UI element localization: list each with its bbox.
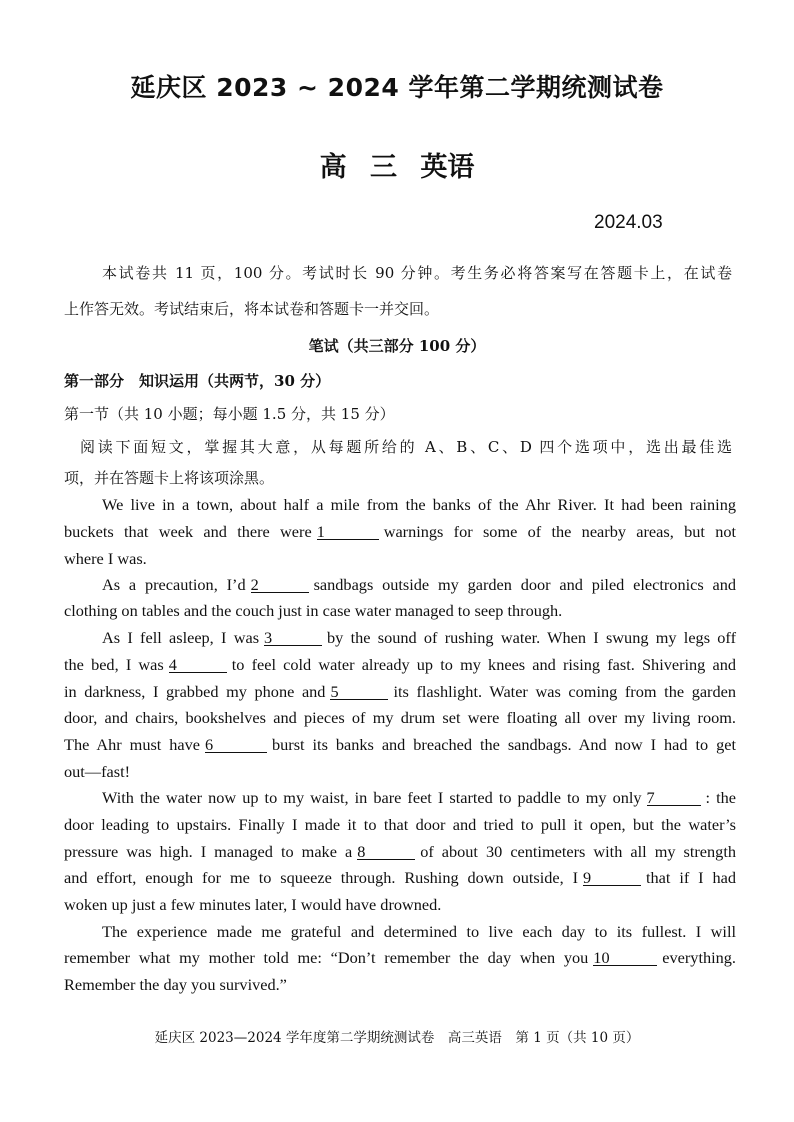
passage-line: door leading to upstairs. Finally I made it to that door and tried to pull it open, but the water’s xyxy=(64,815,736,834)
passage-line xyxy=(64,735,736,755)
instructions-line-1: 本试卷共 11 页，100 分。考试时长 90 分钟。考生务必将答案写在答题卡上，在试卷 xyxy=(102,264,732,282)
passage-text: and effort, enough for me to squeeze through. Rushing down outside, I xyxy=(64,868,579,887)
page-footer: 延庆区 2023—2024 学年度第二学期统测试卷 高三英语 第 1 页（共 10 页） xyxy=(154,1030,640,1046)
passage-line xyxy=(102,575,736,595)
instructions-line-2: 上作答无效。考试结束后，将本试卷和答题卡一并交回。 xyxy=(64,300,440,318)
passage-text: in darkness, I grabbed my phone and xyxy=(64,682,326,701)
passage-text: pressure was high. I managed to make a xyxy=(64,842,353,861)
passage-text: burst its banks and breached the sandbags. And now I had to get xyxy=(272,735,737,754)
passage-line xyxy=(102,788,736,808)
passage-text: sandbags outside my garden door and piled electronics and xyxy=(313,575,737,594)
blank-3: 3 xyxy=(264,630,322,646)
blank-9: 9 xyxy=(583,870,641,886)
section-one-heading: 第一节（共 10 小题；每小题 1.5 分，共 15 分） xyxy=(64,405,395,423)
passage-line: woken up just a few minutes later, I would have drowned. xyxy=(64,895,442,914)
passage-text: buckets that week and there were xyxy=(64,522,312,541)
passage-line xyxy=(64,655,736,675)
passage-line: The experience made me grateful and determined to live each day to its fullest. I will xyxy=(102,922,736,941)
passage-line: clothing on tables and the couch just in case water managed to seep through. xyxy=(64,601,563,620)
exam-title: 延庆区 2023 ~ 2024 学年第二学期统测试卷 xyxy=(130,73,664,102)
passage-text: remember what my mother told me: “Don’t remember the day when you xyxy=(64,948,589,967)
exam-date: 2024.03 xyxy=(594,212,663,233)
blank-6: 6 xyxy=(205,737,267,753)
passage-line xyxy=(64,868,736,888)
passage-text: As a precaution, I’d xyxy=(102,575,246,594)
written-section-heading: 笔试（共三部分 100 分） xyxy=(308,337,486,355)
part-one-heading: 第一部分 知识运用（共两节，30 分） xyxy=(64,372,331,390)
passage-text: With the water now up to my waist, in bare feet I started to paddle to my only xyxy=(102,788,642,807)
passage-text: As I fell asleep, I was xyxy=(102,628,260,647)
passage-text: to feel cold water already up to my knees and rising fast. Shivering and xyxy=(231,655,737,674)
passage-text: that if I had xyxy=(646,868,736,887)
passage-line xyxy=(64,522,736,542)
passage-text: by the sound of rushing water. When I swung my legs off xyxy=(327,628,736,647)
passage-line xyxy=(64,842,736,862)
blank-2: 2 xyxy=(251,577,309,593)
passage-line xyxy=(102,628,736,648)
subject-title: 高 三 英语 xyxy=(319,152,475,183)
passage-line xyxy=(64,682,736,702)
passage-text: of about 30 centimeters with all my strength xyxy=(420,842,736,861)
blank-1: 1 xyxy=(317,524,379,540)
passage-line: Remember the day you survived.” xyxy=(64,975,287,994)
passage-text: the bed, I was xyxy=(64,655,164,674)
passage-line: door, and chairs, bookshelves and pieces of my drum set were floating all over my living room. xyxy=(64,708,736,727)
blank-10: 10 xyxy=(593,950,657,966)
passage-line: where I was. xyxy=(64,549,147,568)
directions-line-2: 项，并在答题卡上将该项涂黑。 xyxy=(64,469,275,487)
passage-text: its flashlight. Water was coming from the garden xyxy=(393,682,736,701)
passage-line: out—fast! xyxy=(64,762,131,781)
passage-line: We live in a town, about half a mile from the banks of the Ahr River. It had been raining xyxy=(102,495,736,514)
passage-text: : the xyxy=(705,788,737,807)
passage-text: The Ahr must have xyxy=(64,735,201,754)
blank-7: 7 xyxy=(647,790,701,806)
passage-line xyxy=(64,948,736,968)
directions-line-1: 阅读下面短文，掌握其大意，从每题所给的 A、B、C、D 四个选项中，选出最佳选 xyxy=(80,438,732,456)
blank-5: 5 xyxy=(330,684,388,700)
passage-text: everything. xyxy=(662,948,736,967)
blank-4: 4 xyxy=(169,657,227,673)
passage-text: warnings for some of the nearby areas, but not xyxy=(383,522,737,541)
blank-8: 8 xyxy=(357,844,415,860)
